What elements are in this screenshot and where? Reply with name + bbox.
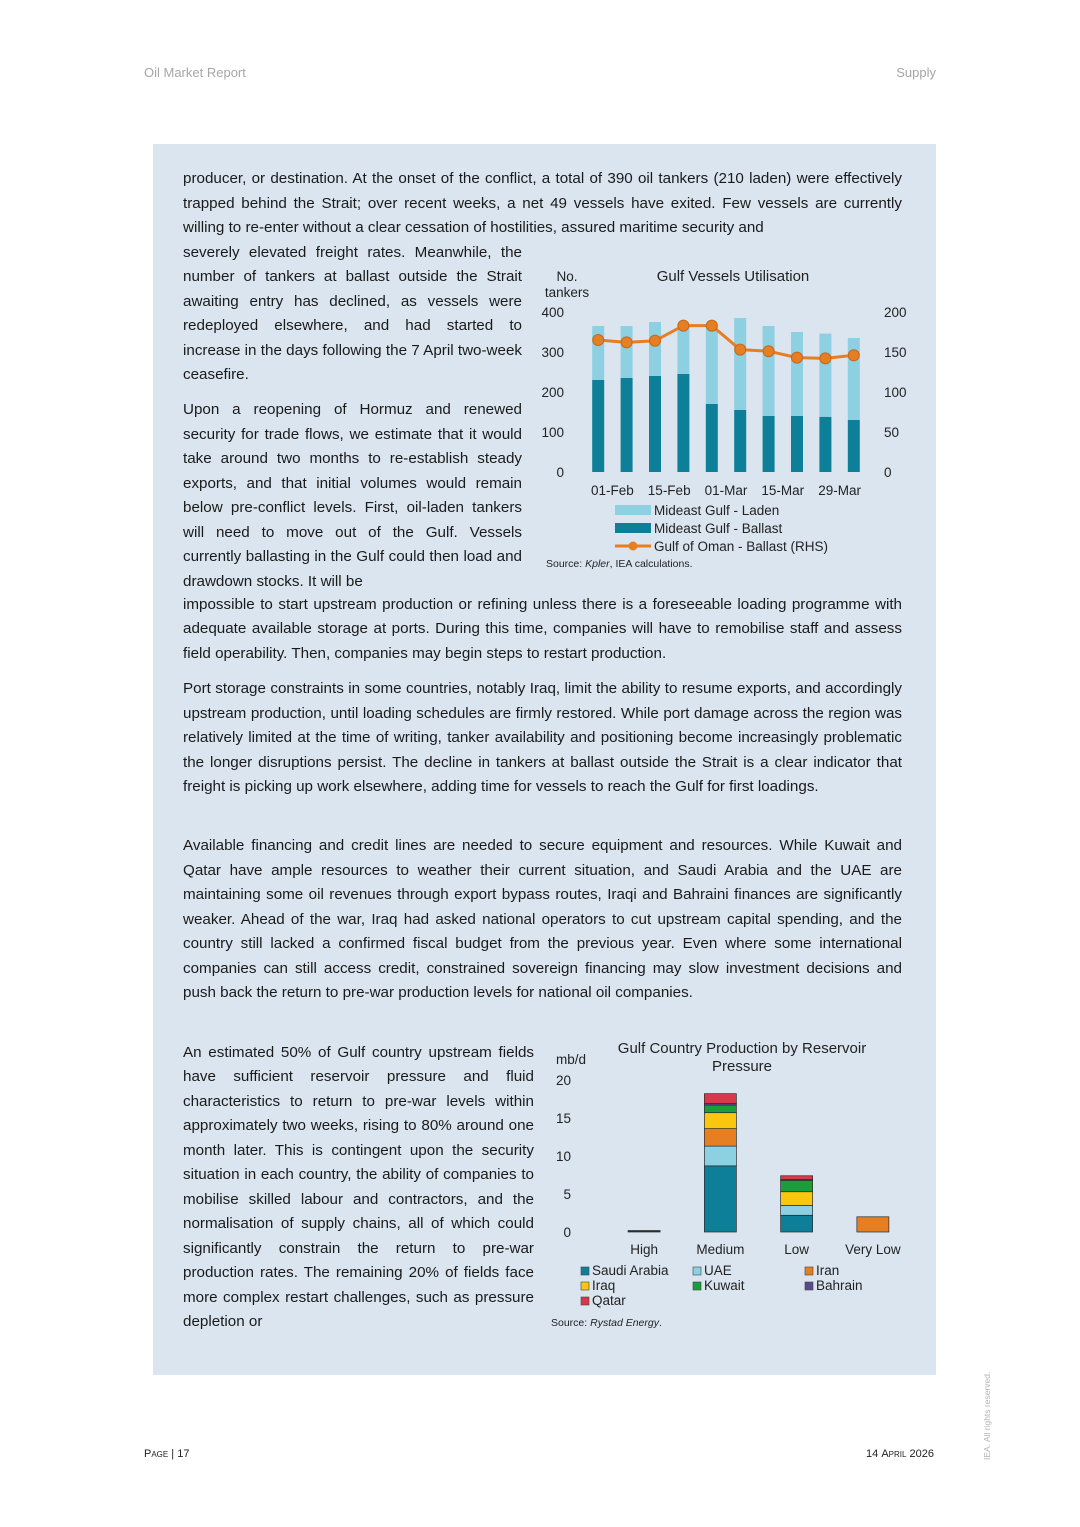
y-tick-label: 5 [563, 1187, 571, 1202]
vessels-chart [538, 262, 918, 577]
legend-label: Kuwait [704, 1278, 745, 1293]
laden-bar [677, 326, 689, 374]
y-axis-label-line2: tankers [544, 285, 590, 300]
vessels-chart-title: Gulf Vessels Utilisation [656, 268, 810, 285]
production-bar-segment [781, 1205, 813, 1215]
y2-tick-label: 50 [884, 425, 900, 440]
production-bar-segment [781, 1180, 813, 1191]
legend-label: UAE [704, 1263, 732, 1278]
production-chart [546, 1034, 916, 1334]
paragraph-4: Available financing and credit lines are needed to secure equipment and resources. While Kuwait and Qatar have ample resources to weather their current situation, and Saudi Arabia and the UAE are maintaining some oil revenues through export bypass routes, Iraqi and Bahraini finances are significantly weaker. Ahead of the war, Iraq had asked national operators to cut upstream capital spending, and the country still lacked a confirmed fiscal budget from the previous year. Even where some international companies can still access credit, constrained sovereign financing may slow investment decisions and push back the return to pre-war production levels for national oil companies. [183, 837, 902, 1001]
paragraph-1-full: producer, or destination. At the onset of the conflict, a total of 390 oil tankers (210 laden) were effectively trapped behind the Strait; over recent weeks, a net 49 vessels have exited. Few vessels are currently willing to re-enter without a clear cessation of hostilities, assured maritime security and [183, 170, 902, 236]
gulf-of-oman-point [792, 352, 803, 363]
x-tick-label: 15-Feb [647, 483, 691, 498]
ballast-bar [677, 374, 689, 472]
laden-bar [791, 332, 803, 416]
vessels-chart-svg [538, 262, 918, 558]
legend-swatch [581, 1282, 589, 1290]
x-tick-label: 15-Mar [761, 483, 805, 498]
legend-swatch-ballast [615, 523, 651, 533]
legend-label-laden: Mideast Gulf - Laden [654, 503, 780, 518]
laden-bar [621, 326, 633, 378]
gulf-of-oman-point [820, 353, 831, 364]
legend-label: Iran [816, 1263, 840, 1278]
laden-bar [734, 318, 746, 410]
y-tick-label: 15 [555, 1111, 571, 1126]
y2-tick-label: 100 [884, 385, 907, 400]
production-bar-segment [704, 1105, 736, 1113]
category-label: Medium [696, 1242, 745, 1257]
gulf-of-oman-point [650, 335, 661, 346]
ballast-bar [592, 380, 604, 472]
x-tick-label: 01-Feb [591, 483, 634, 498]
ballast-bar [819, 417, 831, 472]
category-label: Low [784, 1242, 810, 1257]
legend-swatch-laden [615, 505, 651, 515]
y-axis-label: mb/d [555, 1052, 587, 1067]
gulf-of-oman-point [678, 320, 689, 331]
production-bar-segment [781, 1192, 813, 1206]
running-header-title: Oil Market Report [144, 65, 246, 80]
production-bar-segment [704, 1113, 736, 1129]
paragraph-3: Port storage constraints in some countries, notably Iraq, limit the ability to resume exports, and accordingly upstream production, until loading schedules are firmly restored. While port damage across the region was relatively limited at the time of writing, tanker availability and positioning become increasingly problematic the longer disruptions persist. The decline in tankers at ballast outside the Strait is a clear indicator that freight is picking up work elsewhere, adding time for vessels to reach the Gulf for first loadings. [183, 680, 902, 795]
gulf-of-oman-point [848, 350, 859, 361]
laden-bar [649, 322, 661, 376]
y-tick-label: 300 [541, 345, 564, 360]
y2-tick-label: 150 [884, 345, 907, 360]
gulf-of-oman-point [706, 320, 717, 331]
copyright-note: IEA. All rights reserved. [982, 1371, 992, 1460]
category-label: High [630, 1242, 659, 1257]
gulf-of-oman-point [763, 346, 774, 357]
gulf-of-oman-point [621, 337, 632, 348]
gulf-of-oman-point [593, 335, 604, 346]
production-bar-segment [704, 1146, 736, 1166]
legend-swatch [581, 1267, 589, 1275]
ballast-bar [621, 378, 633, 472]
y-tick-label: 0 [556, 465, 564, 480]
paragraph-5-narrow: An estimated 50% of Gulf country upstream fields have sufficient reservoir pressure and fluid characteristics to return to pre-war levels within approximately two weeks, rising to 80% around one month later. This is contingent upon the security situation in each country, the ability of companies to mobilise skilled labour and contractors, and the normalisation of supply chains, all of which could significantly constrain the return to pre-war production rates. The remaining 20% of fields face more complex restart challenges, such as pressure depletion or [183, 1043, 534, 1330]
category-label: Very Low [845, 1242, 901, 1257]
x-tick-label: 01-Mar [704, 483, 748, 498]
laden-bar [763, 326, 775, 416]
production-chart-source: Source: Rystad Energy. [551, 1317, 662, 1329]
running-header-section: Supply [896, 65, 936, 80]
production-chart-title-line1: Gulf Country Production by Reservoir [617, 1040, 867, 1057]
x-tick-label: 29-Mar [818, 483, 861, 498]
y-axis-label-line1: No. [556, 269, 578, 284]
laden-bar [706, 324, 718, 404]
legend-label: Bahrain [816, 1278, 863, 1293]
gulf-of-oman-point [735, 344, 746, 355]
legend-swatch [581, 1297, 589, 1305]
paragraph-1-narrow: severely elevated freight rates. Meanwhile, the number of tankers at ballast outside the Strait awaiting entry has declined, as vessels were redeployed elsewhere, and had started to increase in the days following the 7 April two-week ceasefire. [183, 243, 522, 383]
legend-swatch [805, 1267, 813, 1275]
ballast-bar [649, 376, 661, 472]
vessels-chart-source: Source: Kpler, IEA calculations. [546, 558, 693, 570]
ballast-bar [706, 404, 718, 472]
laden-bar [819, 334, 831, 417]
production-bar-segment [704, 1129, 736, 1146]
y2-tick-label: 200 [884, 305, 907, 320]
legend-swatch [693, 1282, 701, 1290]
gulf-of-oman-line [598, 326, 854, 359]
ballast-bar [848, 420, 860, 472]
y2-tick-label: 0 [884, 465, 892, 480]
legend-label: Qatar [592, 1293, 626, 1308]
legend-label: Iraq [592, 1278, 616, 1293]
production-chart-title-line2: Pressure [711, 1058, 773, 1075]
production-bar-segment [628, 1230, 660, 1231]
legend-label-ballast: Mideast Gulf - Ballast [654, 521, 783, 536]
production-bar-segment [704, 1094, 736, 1104]
y-tick-label: 0 [563, 1225, 571, 1240]
production-bar-segment [781, 1176, 813, 1180]
ballast-bar [791, 416, 803, 472]
y-tick-label: 20 [555, 1073, 571, 1088]
legend-label-oman: Gulf of Oman - Ballast (RHS) [654, 539, 829, 554]
legend-swatch [805, 1282, 813, 1290]
production-bar-segment [781, 1215, 813, 1232]
y-tick-label: 100 [541, 425, 564, 440]
ballast-bar [734, 410, 746, 472]
page-number: Page | 17 [144, 1448, 190, 1460]
legend-swatch [693, 1267, 701, 1275]
y-tick-label: 200 [541, 385, 564, 400]
legend-label: Saudi Arabia [592, 1263, 669, 1278]
legend-swatch-oman-point [629, 542, 638, 551]
report-date: 14 April 2026 [866, 1448, 934, 1460]
y-tick-label: 400 [541, 305, 564, 320]
production-bar-segment [704, 1166, 736, 1232]
ballast-bar [763, 416, 775, 472]
production-bar-segment [857, 1217, 889, 1232]
y-tick-label: 10 [555, 1149, 571, 1164]
production-chart-svg [546, 1034, 916, 1316]
paragraph-2-narrow: Upon a reopening of Hormuz and renewed security for trade flows, we estimate that it would take around two months to re-establish steady exports, and that initial volumes would remain below pre-conflict levels. First, oil-laden tankers will need to move out of the Gulf. Vessels currently ballasting in the Gulf could then load and drawdown stocks. It will be [183, 401, 522, 590]
paragraph-2-full: impossible to start upstream production or refining unless there is a foreseeable loading programme with adequate available storage at ports. During this time, companies will have to remobilise staff and assess field operability. Then, companies may begin steps to restart production. [183, 595, 902, 662]
